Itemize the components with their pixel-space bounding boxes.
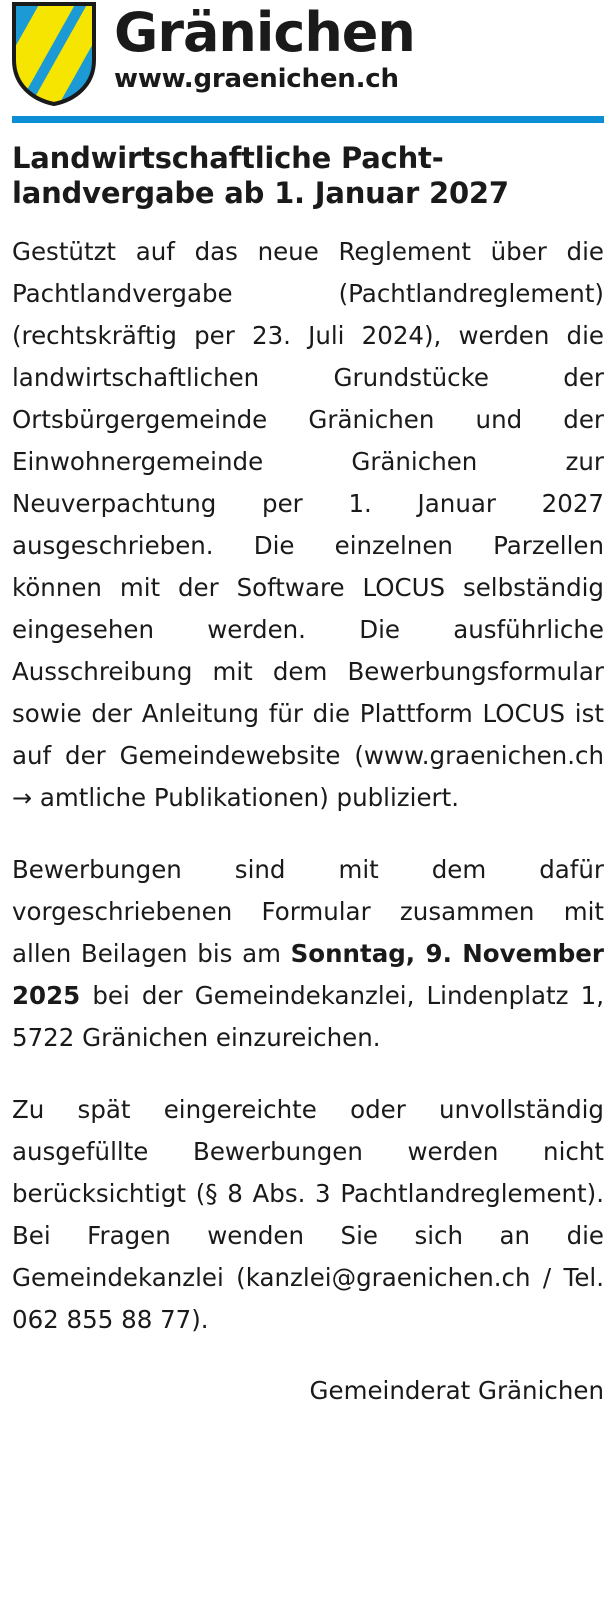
- website-url: www.graenichen.ch: [114, 64, 399, 94]
- accent-divider: [12, 116, 604, 123]
- page-title-line2: landvergabe ab 1. Januar 2027: [12, 176, 509, 210]
- paragraph-2-part-a: Bewerbungen sind mit dem dafür vorgeschriebenen Formular zusammen mit allen Beilagen bis am: [12, 855, 604, 968]
- paragraph-3: Zu spät eingereichte oder unvollständig ausgefüllte Bewerbungen werden nicht berücksichtigt (§ 8 Abs. 3 Pachtlandreglement). Bei Fragen wenden Sie sich an die Gemeindekanzlei (kanzlei@graenichen.ch / Tel. 062 855 88 77).: [12, 1095, 604, 1334]
- page-title: [12, 141, 604, 211]
- page-title-line1: Landwirtschaftliche Pacht-: [12, 141, 444, 175]
- header-text-block: [114, 2, 415, 94]
- municipality-title: Gränichen: [114, 1, 415, 64]
- coat-of-arms-shield-icon: [12, 2, 96, 106]
- signature: Gemeinderat Gränichen: [309, 1376, 604, 1405]
- deadline-date: Sonntag, 9. November 2025: [12, 939, 604, 1010]
- paragraph-2: [12, 849, 604, 1059]
- paragraph-1-continued: amtliche Publikationen) publiziert.: [39, 783, 460, 812]
- paragraph-2-part-b: bei der Gemeindekanzlei, Lindenplatz 1, 5722 Gränichen einzureichen.: [12, 981, 604, 1052]
- page-header: [12, 0, 604, 110]
- article-body: [12, 231, 604, 1341]
- arrow-icon: →: [12, 784, 33, 812]
- paragraph-1: [12, 231, 604, 819]
- paragraph-1-text: Gestützt auf das neue Reglement über die Pachtlandvergabe (Pachtlandreglement) (rechtskräftig per 23. Juli 2024), werden die landwirtschaftlichen Grundstücke der Ortsbürgergemeinde Gränichen und der Einwohnergemeinde Gränichen zur Neuverpachtung per 1. Januar 2027 ausgeschrieben. Die einzelnen Parzellen können mit der Software LOCUS selbständig eingesehen werden. Die ausführliche Ausschreibung mit dem Bewerbungsformular sowie der Anleitung für die Plattform LOCUS ist auf der Gemeindewebsite (www.graenichen.ch: [12, 237, 604, 770]
